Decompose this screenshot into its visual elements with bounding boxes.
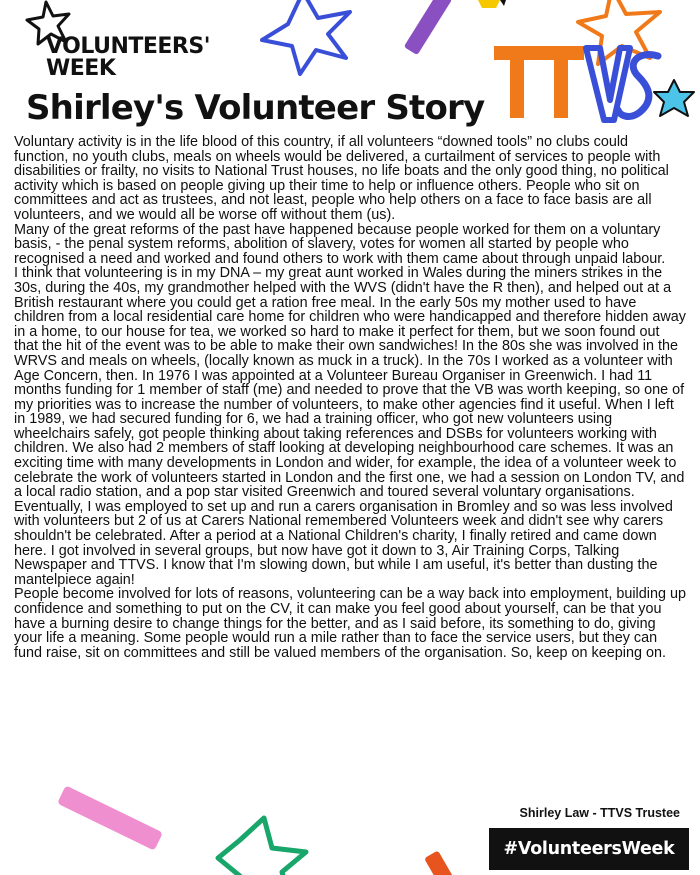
purple-streamer [404, 0, 453, 55]
star-icon [654, 80, 694, 116]
green-star-outline-icon [218, 818, 306, 875]
logo-text-line2: WEEK [46, 56, 116, 81]
paragraph: People become involved for lots of reasons, volunteering can be a way back into employment, building up confidence and something to put on the CV, it can make you feel good about yourself, can be that you have a burning desire to change things for the better, and as I said before, its something to do, giving your life a meaning. Some people would run a mile rather than to face the service users, but they can fund raise, sit on committees and still be valued members of the organisation. So, keep on keeping on. [14, 586, 686, 661]
ttvs-logo [488, 42, 698, 132]
page-title: Shirley's Volunteer Story [26, 88, 485, 128]
hashtag-badge: #VolunteersWeek [489, 828, 689, 870]
paragraph: Eventually, I was employed to set up and run a carers organisation in Bromley and so was less involved with volunteers but 2 of us at Carers National remembered Volunteers week and didn't see why carers shouldn't be celebrated. After a period at a National Children's charity, I finally retired and came down here. I got involved in several groups, but now have got it down to 3, Air Training Corps, Talking Newspaper and TTVS. I know that I'm slowing down, but while I am useful, it's better than dusting the mantelpiece again! [14, 498, 673, 588]
story-body [14, 135, 686, 660]
logo-text-line1: VOLUNTEERS' [46, 34, 210, 59]
pink-streamer [57, 785, 163, 850]
orange-streamer [424, 850, 456, 875]
blue-star-outline-icon [262, 0, 350, 74]
paragraph: Voluntary activity is in the life blood of this country, if all volunteers “downed tools” no clubs could function, no youth clubs, meals on wheels would be delivered, a curtailment of services to people with disabilities or frailty, no visits to National Trust houses, no life boats and the only good thing, no political activity which is based on people giving up their time to help or influence others. People who sit on committees and act as trustees, and not least, people who help others on a face to face basis are all volunteers, and we would all be worse off without them (us). [14, 134, 669, 223]
volunteers-week-logo [24, 0, 224, 80]
yellow-shard [478, 0, 506, 8]
author-signature: Shirley Law - TTVS Trustee [519, 806, 680, 820]
paragraph: I think that volunteering is in my DNA – my great aunt worked in Wales during the miners strikes in the 30s, during the 40s, my grandmother helped with the WVS (didn't have the R then), and helped out at a British restaurant where you could get a ration free meal. In the early 50s my mother used to have children from a local residential care home for children who were handicapped and therefore hidden away in a home, to our house for tea, we worked so hard to make it perfect for them, but we soon found out that the hit of the event was to be able to make their own sandwiches! In the 80s she was involved in the WRVS and meals on wheels, (locally known as muck in a truck). In the 70s I worked as a volunteer with Age Concern, then. In 1976 I was appointed at a Volunteer Bureau Organiser in Greenwich. I had 11 months funding for 1 member of staff (me) and needed to prove that the VB was worth keeping, so one of my priorities was to increase the number of volunteers, to make other agencies find it useful. When I left in 1989, we had secured funding for 6, we had a training officer, who got new volunteers using wheelchairs safely, got people thinking about taking references and DSBs for volunteers working with children. We also had 2 members of staff looking at developing neighbourhood care schemes. It was an exciting time with many developments in London and wider, for example, the idea of a volunteer week to celebrate the work of volunteers started in London and the first one, we had a session on London TV, and a local radio station, and a pop star visited Greenwich and toured several voluntary organisations. [14, 265, 686, 501]
paragraph: Many of the great reforms of the past have happened because people worked for them on a voluntary basis, - the penal system reforms, abolition of slavery, votes for women all started by people who recognised a need and worked and found others to work with them came about through unpaid labour. [14, 221, 666, 267]
